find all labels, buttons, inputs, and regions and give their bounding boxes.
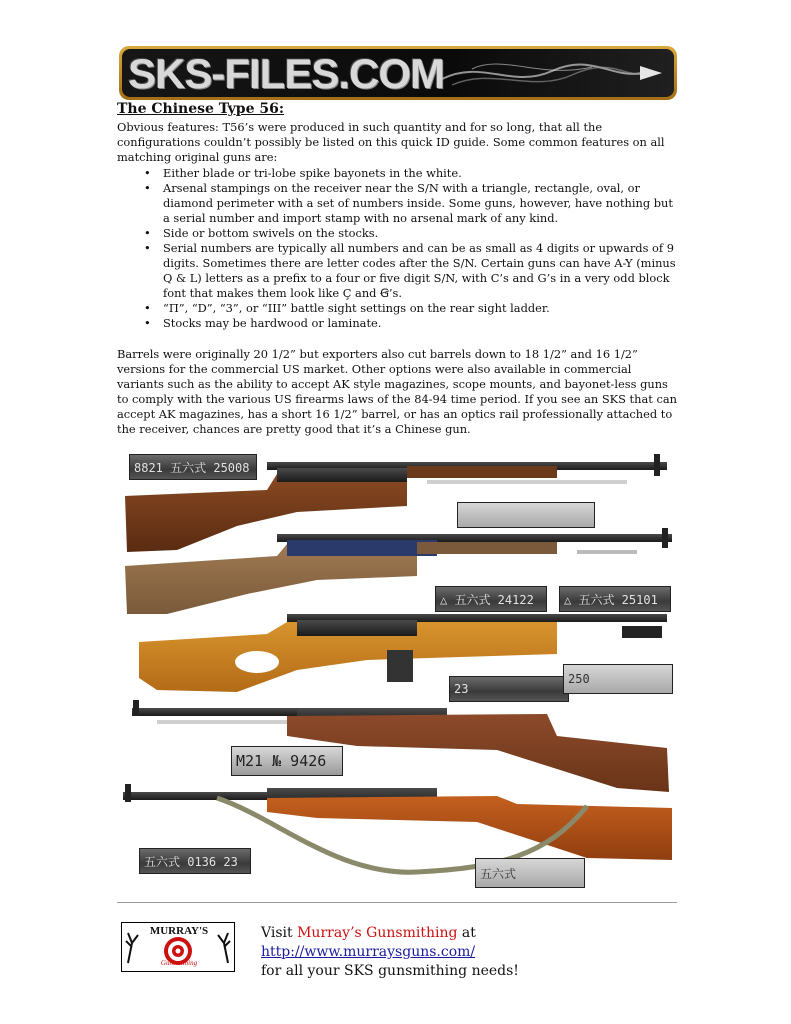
- footer-text: [261, 924, 691, 981]
- footer-divider: [117, 902, 677, 903]
- serial-stamp-5: 23: [449, 676, 569, 702]
- list-item: • “Π”, “D”, “3”, or “III” battle sight settings on the rear sight ladder.: [117, 301, 677, 316]
- serial-stamp-9: 五六式: [475, 858, 585, 888]
- features-list: [117, 166, 677, 331]
- serial-stamp-6: 250: [563, 664, 673, 694]
- intro-paragraph: Obvious features: T56’s were produced in such quantity and for so long, that all the configurations couldn’t possibly be listed on this quick ID guide. Some common features on all matching original guns are:: [117, 120, 665, 164]
- section-heading: The Chinese Type 56:: [117, 101, 285, 117]
- list-item: • Serial numbers are typically all numbers and can be as small as 4 digits or upwards of 9 digits. Sometimes there are letter codes after the S/N. Certain guns can have A-Y (minus Q & L) letters as a prefix to a four or five digit S/N, with C’s and G’s in a very odd block font that makes them look like Ç and Ꞡ’s.: [117, 241, 677, 301]
- bullet-smoke-graphic: [442, 49, 672, 97]
- serial-stamp-1: 8821 五六式 25008: [129, 454, 257, 480]
- site-banner: [119, 46, 677, 100]
- serial-stamp-4: △ 五六式 25101: [559, 586, 671, 612]
- murrays-logo: [121, 922, 235, 972]
- list-item: • Side or bottom swivels on the stocks.: [117, 226, 677, 241]
- rifle-4: [132, 700, 669, 792]
- murrays-link[interactable]: http://www.murraysguns.com/: [261, 944, 476, 960]
- footer-line2: for all your SKS gunsmithing needs!: [261, 963, 519, 979]
- logo-subtext: Gunsmithing: [160, 959, 198, 967]
- banner-inner: [122, 49, 674, 97]
- logo-text: MURRAY'S: [149, 925, 209, 937]
- list-item: • Stocks may be hardwood or laminate.: [117, 316, 677, 331]
- rifle-photo-collage: [117, 446, 677, 896]
- barrels-paragraph: Barrels were originally 20 1/2” but exporters also cut barrels down to 18 1/2” and 16 1/2” versions for the commercial US market. Other options were also available in commercial variants such as the ability to accept AK style magazines, scope mounts, and bayonet-less guns to comply with the various US firearms laws of the 84-94 time period. If you see an SKS that can accept AK magazines, has a short 16 1/2” barrel, or has an optics rail professionally attached to the receiver, chances are pretty good that it’s a Chinese gun.: [117, 347, 677, 436]
- serial-stamp-8: 五六式 0136 23: [139, 848, 251, 874]
- serial-stamp-2: [457, 502, 595, 528]
- serial-stamp-3: △ 五六式 24122: [435, 586, 547, 612]
- footer-at: at: [457, 925, 476, 941]
- footer-brand: Murray’s Gunsmithing: [297, 925, 458, 941]
- serial-stamp-7: M21 № 9426: [231, 746, 343, 776]
- list-item: • Arsenal stampings on the receiver near the S/N with a triangle, rectangle, oval, or diamond perimeter with a set of numbers inside. Some guns, however, have nothing but a serial number and import stamp with no arsenal mark of any kind.: [117, 181, 677, 226]
- banner-title: SKS-FILES.COM: [128, 50, 445, 97]
- footer-visit: Visit: [261, 925, 298, 941]
- list-item: • Either blade or tri-lobe spike bayonets in the white.: [117, 166, 677, 181]
